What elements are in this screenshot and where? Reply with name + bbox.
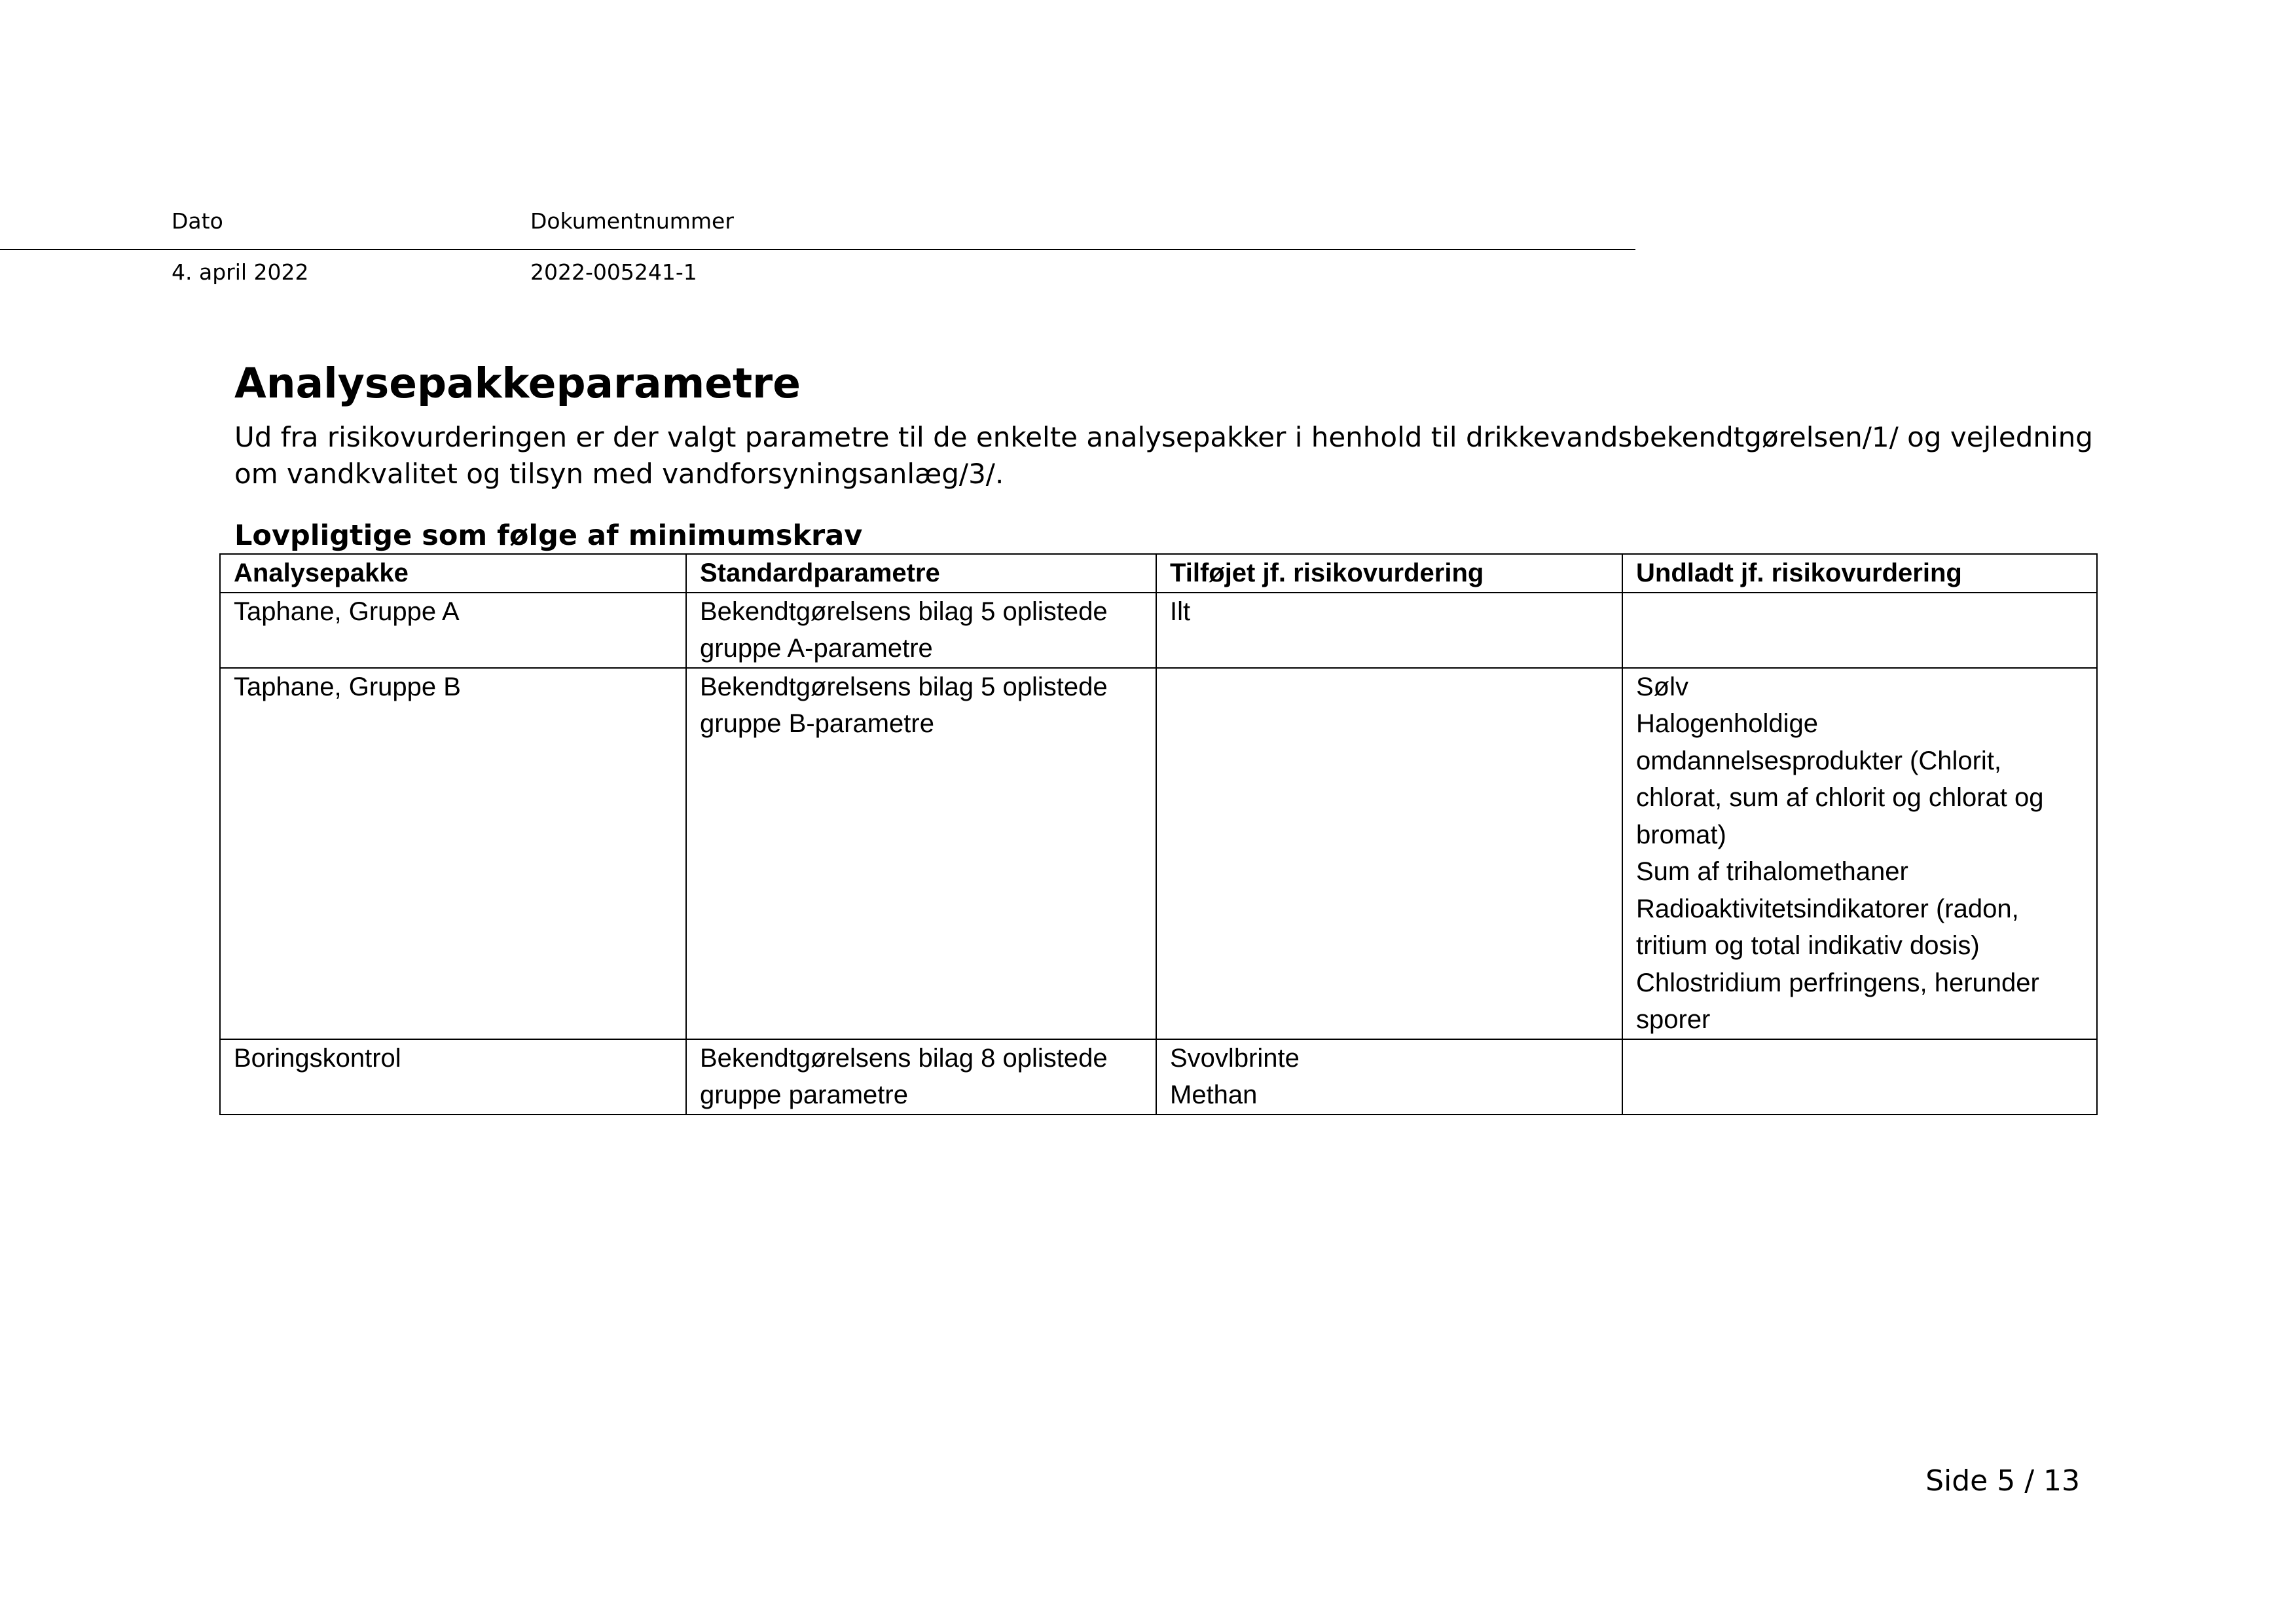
cell-undladt-item: Radioaktivitetsindikatorer (radon, tritium og total indikativ dosis) bbox=[1636, 894, 2019, 960]
table-row bbox=[220, 668, 2097, 1039]
cell-tilfoejet-item: Methan bbox=[1170, 1080, 1258, 1109]
cell-analysepakke: Taphane, Gruppe A bbox=[220, 593, 686, 668]
cell-standardparametre: Bekendtgørelsens bilag 5 oplistede gruppe B-parametre bbox=[686, 668, 1156, 1039]
cell-standardparametre: Bekendtgørelsens bilag 8 oplistede gruppe parametre bbox=[686, 1039, 1156, 1115]
column-header-tilfoejet: Tilføjet jf. risikovurdering bbox=[1156, 554, 1622, 593]
cell-undladt-item: Sølv bbox=[1636, 672, 1688, 701]
date-label: Dato bbox=[172, 208, 223, 234]
cell-tilfoejet bbox=[1156, 668, 1622, 1039]
cell-undladt-item: Chlostridium perfringens, herunder sporer bbox=[1636, 968, 2039, 1034]
intro-paragraph: Ud fra risikovurderingen er der valgt parametre til de enkelte analysepakker i henhold til drikkevandsbekendtgørelsen/1/ og vejledning om vandkvalitet og tilsyn med vandforsyningsanlæg/3/. bbox=[234, 421, 2093, 490]
cell-tilfoejet bbox=[1156, 1039, 1622, 1115]
cell-analysepakke: Taphane, Gruppe B bbox=[220, 668, 686, 1039]
column-header-undladt: Undladt jf. risikovurdering bbox=[1622, 554, 2097, 593]
column-header-standardparametre: Standardparametre bbox=[686, 554, 1156, 593]
cell-undladt bbox=[1622, 668, 2097, 1039]
page-title: Analysepakkeparametre bbox=[234, 360, 801, 407]
document-number-label: Dokumentnummer bbox=[530, 208, 734, 234]
table-title: Lovpligtige som følge af minimumskrav bbox=[234, 519, 863, 552]
cell-analysepakke: Boringskontrol bbox=[220, 1039, 686, 1115]
cell-undladt-item: Halogenholdige omdannelsesprodukter (Chlorit, chlorat, sum af chlorit og chlorat og bromat) bbox=[1636, 709, 2044, 849]
table-row bbox=[220, 593, 2097, 668]
cell-undladt bbox=[1622, 593, 2097, 668]
document-number-value: 2022-005241-1 bbox=[530, 259, 697, 285]
column-header-analysepakke: Analysepakke bbox=[220, 554, 686, 593]
table-row bbox=[220, 1039, 2097, 1115]
parameters-table bbox=[219, 553, 2098, 1115]
cell-undladt-item: Sum af trihalomethaner bbox=[1636, 857, 1908, 886]
table-body bbox=[220, 593, 2097, 1115]
cell-undladt bbox=[1622, 1039, 2097, 1115]
cell-tilfoejet-item: Ilt bbox=[1170, 597, 1191, 626]
cell-standardparametre: Bekendtgørelsens bilag 5 oplistede gruppe A-parametre bbox=[686, 593, 1156, 668]
page-number: Side 5 / 13 bbox=[1925, 1464, 2080, 1498]
cell-tilfoejet bbox=[1156, 593, 1622, 668]
cell-tilfoejet-item: Svovlbrinte bbox=[1170, 1043, 1300, 1073]
header-divider bbox=[0, 249, 1635, 250]
table-header-row bbox=[220, 554, 2097, 593]
date-value: 4. april 2022 bbox=[172, 259, 309, 285]
